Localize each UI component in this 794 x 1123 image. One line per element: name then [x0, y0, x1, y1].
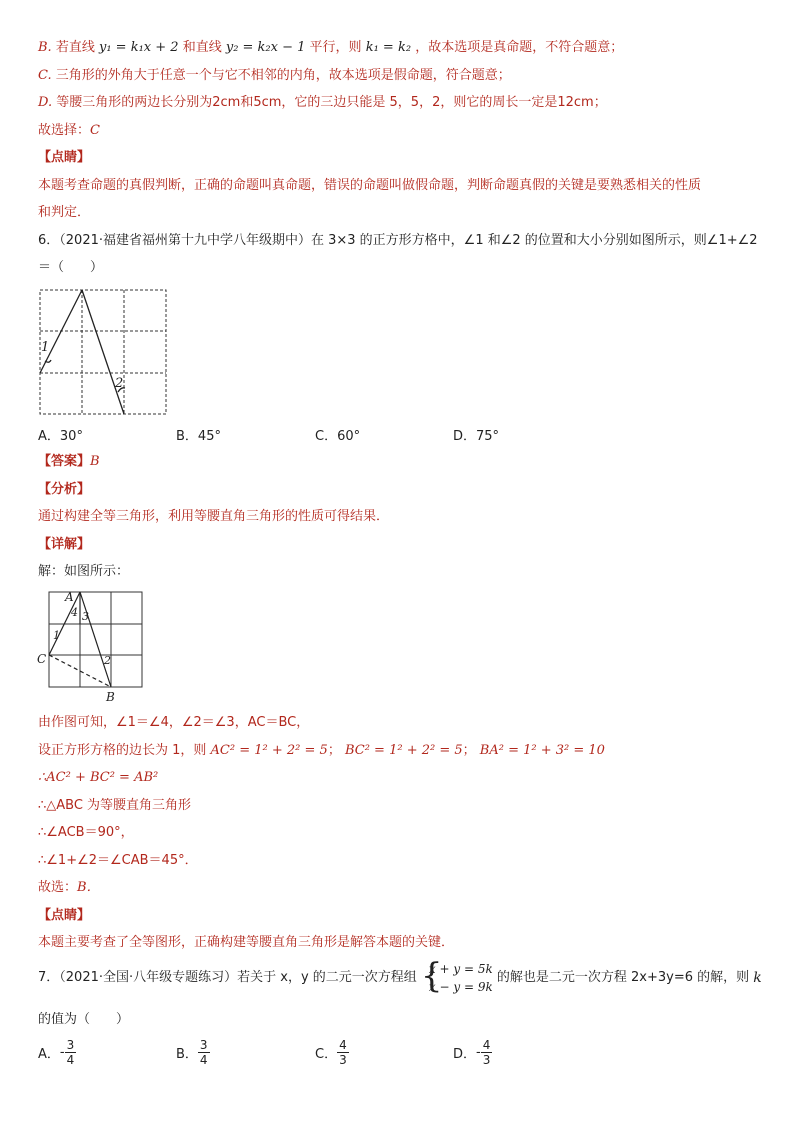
q6-fig-label-1: 1	[41, 340, 50, 355]
q7-stem-1: 7．（2021·全国·八年级专题练习）若关于 x，y 的二元一次方程组 { x + y = 5k x − y = 9k 的解也是二元一次方程 2x+3y=6 的解，则 k	[38, 956, 762, 996]
q7-option-d: D．- $\frac{4}{3}$	[453, 1038, 491, 1067]
q6-dianjing-text: 本题主要考查了全等图形，正确构建等腰直角三角形是解答本题的关键．	[38, 935, 455, 950]
q6-solve-line-1: 由作图可知，∠1＝∠4，∠2＝∠3，AC＝BC，	[38, 715, 310, 730]
q6-solve-line-6: ∴∠1+∠2＝∠CAB＝45°．	[38, 853, 198, 868]
q6-detail-tag: 【详解】	[38, 537, 91, 552]
q6-solve-intro: 解：如图所示：	[38, 564, 130, 579]
q6-point-a: A	[65, 590, 74, 604]
q7-option-b: B． $\frac{3}{4}$	[176, 1038, 208, 1067]
q6-angle-3: 3	[82, 610, 89, 623]
q7-equation-system: { x + y = 5k x − y = 9k	[420, 956, 493, 996]
q6-analysis-text: 通过构建全等三角形，利用等腰直角三角形的性质可得结果．	[38, 509, 390, 524]
q6-answer-line: 【答案】B	[38, 454, 100, 469]
q6-angle-2: 2	[104, 654, 111, 667]
option-d-line: D. 等腰三角形的两边长分别为2cm和5cm，它的三边只能是 5，5，2，则它的周长一定是12cm；	[38, 95, 607, 110]
dianjing-text-prev-2: 和判定．	[38, 205, 91, 220]
q6-solution-figure	[36, 588, 148, 706]
q7-option-a: A．- $\frac{3}{4}$	[38, 1038, 75, 1067]
q6-stem-1: 6．（2021·福建省福州第十九中学八年级期中）在 3×3 的正方形方格中，∠1 和∠2 的位置和大小分别如图所示，则∠1+∠2	[38, 233, 758, 248]
q6-grid-figure	[38, 288, 172, 418]
q7-option-b-fraction: $\frac{3}{4}$	[199, 1038, 208, 1067]
q6-fig-label-2: 2	[115, 376, 124, 391]
q6-point-b: B	[106, 690, 115, 704]
q6-option-d: D．75°	[453, 429, 500, 444]
option-c-line: C. 三角形的外角大于任意一个与它不相邻的内角，故本选项是假命题，符合题意；	[38, 68, 511, 83]
q7-stem-2: 的值为（ ）	[38, 1012, 130, 1027]
q6-solve-line-5: ∴∠ACB＝90°，	[38, 825, 134, 840]
q6-choose-line: 故选：B．	[38, 880, 100, 895]
q6-point-c: C	[37, 652, 47, 666]
q6-stem-2: ＝（ ）	[38, 260, 104, 275]
q6-angle-4: 4	[71, 606, 78, 619]
dianjing-text-prev-1: 本题考查命题的真假判断，正确的命题叫真命题，错误的命题叫做假命题，判断命题真假的关键是要熟悉相关的性质	[38, 178, 702, 193]
q6-option-b: B．45°	[176, 429, 221, 444]
q7-option-c-fraction: $\frac{4}{3}$	[339, 1038, 347, 1067]
q6-solve-line-4: ∴△ABC 为等腰直角三角形	[38, 798, 192, 813]
q6-solve-line-2: 设正方形方格的边长为 1，则 AC² = 1² + 2² = 5； BC² = 1² + 2² = 5； BA² = 1² + 3² = 10	[38, 743, 605, 758]
q6-dianjing-tag: 【点睛】	[38, 908, 91, 923]
dianjing-tag-prev: 【点睛】	[38, 150, 91, 165]
choose-line-prev: 故选择：C	[38, 123, 100, 138]
q6-analysis-tag: 【分析】	[38, 482, 91, 497]
q6-option-c: C．60°	[315, 429, 361, 444]
option-b-line: B. 若直线 y₁ = k₁x + 2 和直线 y₂ = k₂x − 1 平行，则 k₁ = k₂ ，故本选项是真命题，不符合题意；	[38, 40, 624, 55]
q7-option-c: C． $\frac{4}{3}$	[315, 1038, 347, 1067]
q6-option-a: A．30°	[38, 429, 83, 444]
q6-angle-1: 1	[53, 629, 60, 642]
q6-solve-line-3: ∴AC² + BC² = AB²	[38, 770, 159, 785]
q7-option-d-fraction: $\frac{4}{3}$	[482, 1038, 491, 1067]
q7-option-a-fraction: $\frac{3}{4}$	[66, 1038, 75, 1067]
